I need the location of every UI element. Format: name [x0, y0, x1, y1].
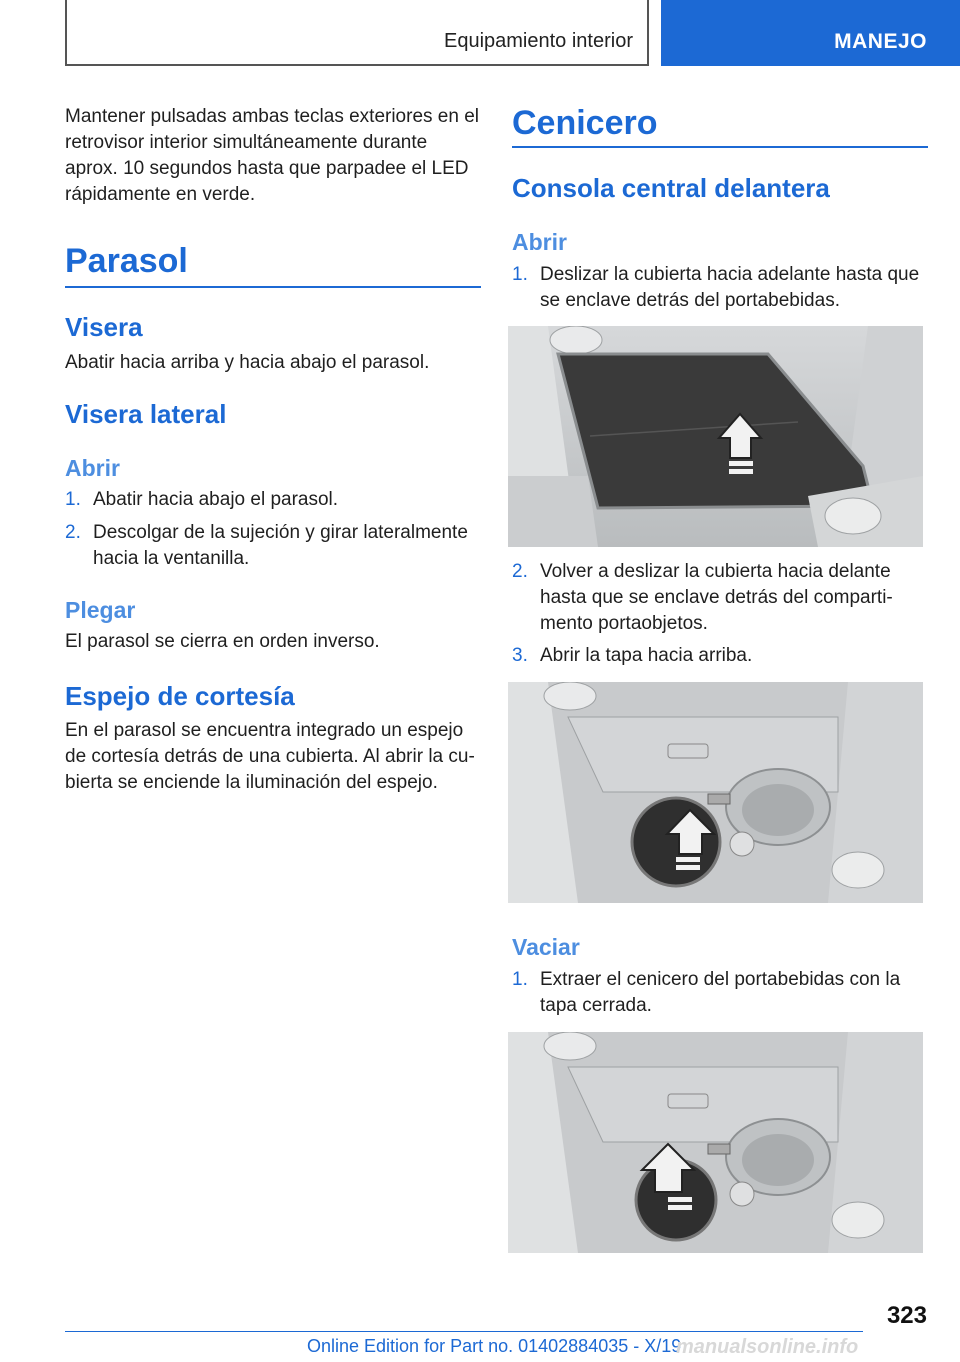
list-text [93, 520, 468, 572]
list-text [540, 967, 900, 1019]
ashtray-removal-illustration [508, 1032, 923, 1253]
heading-rule [512, 146, 928, 148]
ashtray-lid-illustration [508, 682, 923, 903]
list-text-line: Extraer el cenicero del portabebidas con la [540, 969, 901, 990]
list-number: 2. [512, 561, 528, 582]
list-item [512, 967, 932, 1019]
list-text-line: se enclave detrás del portabebidas. [540, 290, 840, 311]
intro-line: retrovisor interior simultáneamente durante [65, 132, 428, 153]
heading-visera-lateral: Visera lateral [65, 399, 227, 429]
intro-paragraph [65, 104, 485, 208]
heading-espejo: Espejo de cortesía [65, 681, 295, 711]
heading-consola: Consola central delantera [512, 173, 830, 203]
list-text-line: Deslizar la cubierta hacia adelante hasta que [540, 264, 920, 285]
espejo-line: bierta se enciende la iluminación del espejo. [65, 772, 438, 793]
list-text [540, 559, 893, 637]
list-text [540, 262, 919, 314]
list-item [512, 262, 932, 314]
list-text: Abatir hacia abajo el parasol. [93, 489, 339, 510]
heading-abrir-cenicero: Abrir [512, 229, 567, 255]
console-cover-illustration [508, 326, 923, 547]
heading-parasol: Parasol [65, 242, 188, 280]
header-section-title: Equipamiento interior [444, 30, 633, 52]
footer-edition: Online Edition for Part no. 01402884035 - X/19 [307, 1336, 682, 1356]
list-number: 1. [512, 264, 528, 285]
header-chapter-tab[interactable] [661, 0, 960, 66]
intro-line: rápidamente en verde. [65, 184, 256, 205]
header-chapter-label: MANEJO [834, 30, 927, 53]
list-text-line: Volver a deslizar la cubierta hacia delante [540, 561, 891, 582]
list-text-line: hacia la ventanilla. [93, 548, 250, 569]
intro-line: Mantener pulsadas ambas teclas exteriores en el [65, 106, 480, 127]
page-number: 323 [886, 1302, 927, 1329]
list-text-line: mento portaobjetos. [540, 613, 708, 634]
heading-visera: Visera [65, 312, 143, 342]
list-text-line: tapa cerrada. [540, 995, 652, 1016]
espejo-line: En el parasol se encuentra integrado un espejo [65, 720, 464, 741]
intro-line: aprox. 10 segundos hasta que parpadee el LED [65, 158, 469, 179]
header-section-box [65, 0, 649, 66]
list-text-line: hasta que se enclave detrás del comparti‐ [540, 587, 893, 608]
visera-text: Abatir hacia arriba y hacia abajo el parasol. [65, 352, 430, 373]
heading-vaciar: Vaciar [512, 934, 580, 960]
plegar-text: El parasol se cierra en orden inverso. [65, 631, 380, 652]
list-number: 2. [65, 522, 81, 543]
heading-plegar: Plegar [65, 597, 136, 623]
list-text: Abrir la tapa hacia arriba. [540, 645, 753, 666]
heading-abrir: Abrir [65, 455, 120, 481]
watermark: manualsonline.info [676, 1336, 859, 1358]
list-item [65, 520, 485, 572]
heading-rule [65, 286, 481, 288]
list-text-line: Descolgar de la sujeción y girar lateralmente [93, 522, 468, 543]
list-number: 3. [512, 645, 528, 666]
list-number: 1. [512, 969, 528, 990]
list-item [512, 559, 932, 637]
espejo-line: de cortesía detrás de una cubierta. Al abrir la cu‐ [65, 746, 475, 767]
list-number: 1. [65, 489, 81, 510]
footer-rule [65, 1331, 863, 1332]
espejo-paragraph [65, 718, 485, 796]
heading-cenicero: Cenicero [512, 104, 658, 142]
